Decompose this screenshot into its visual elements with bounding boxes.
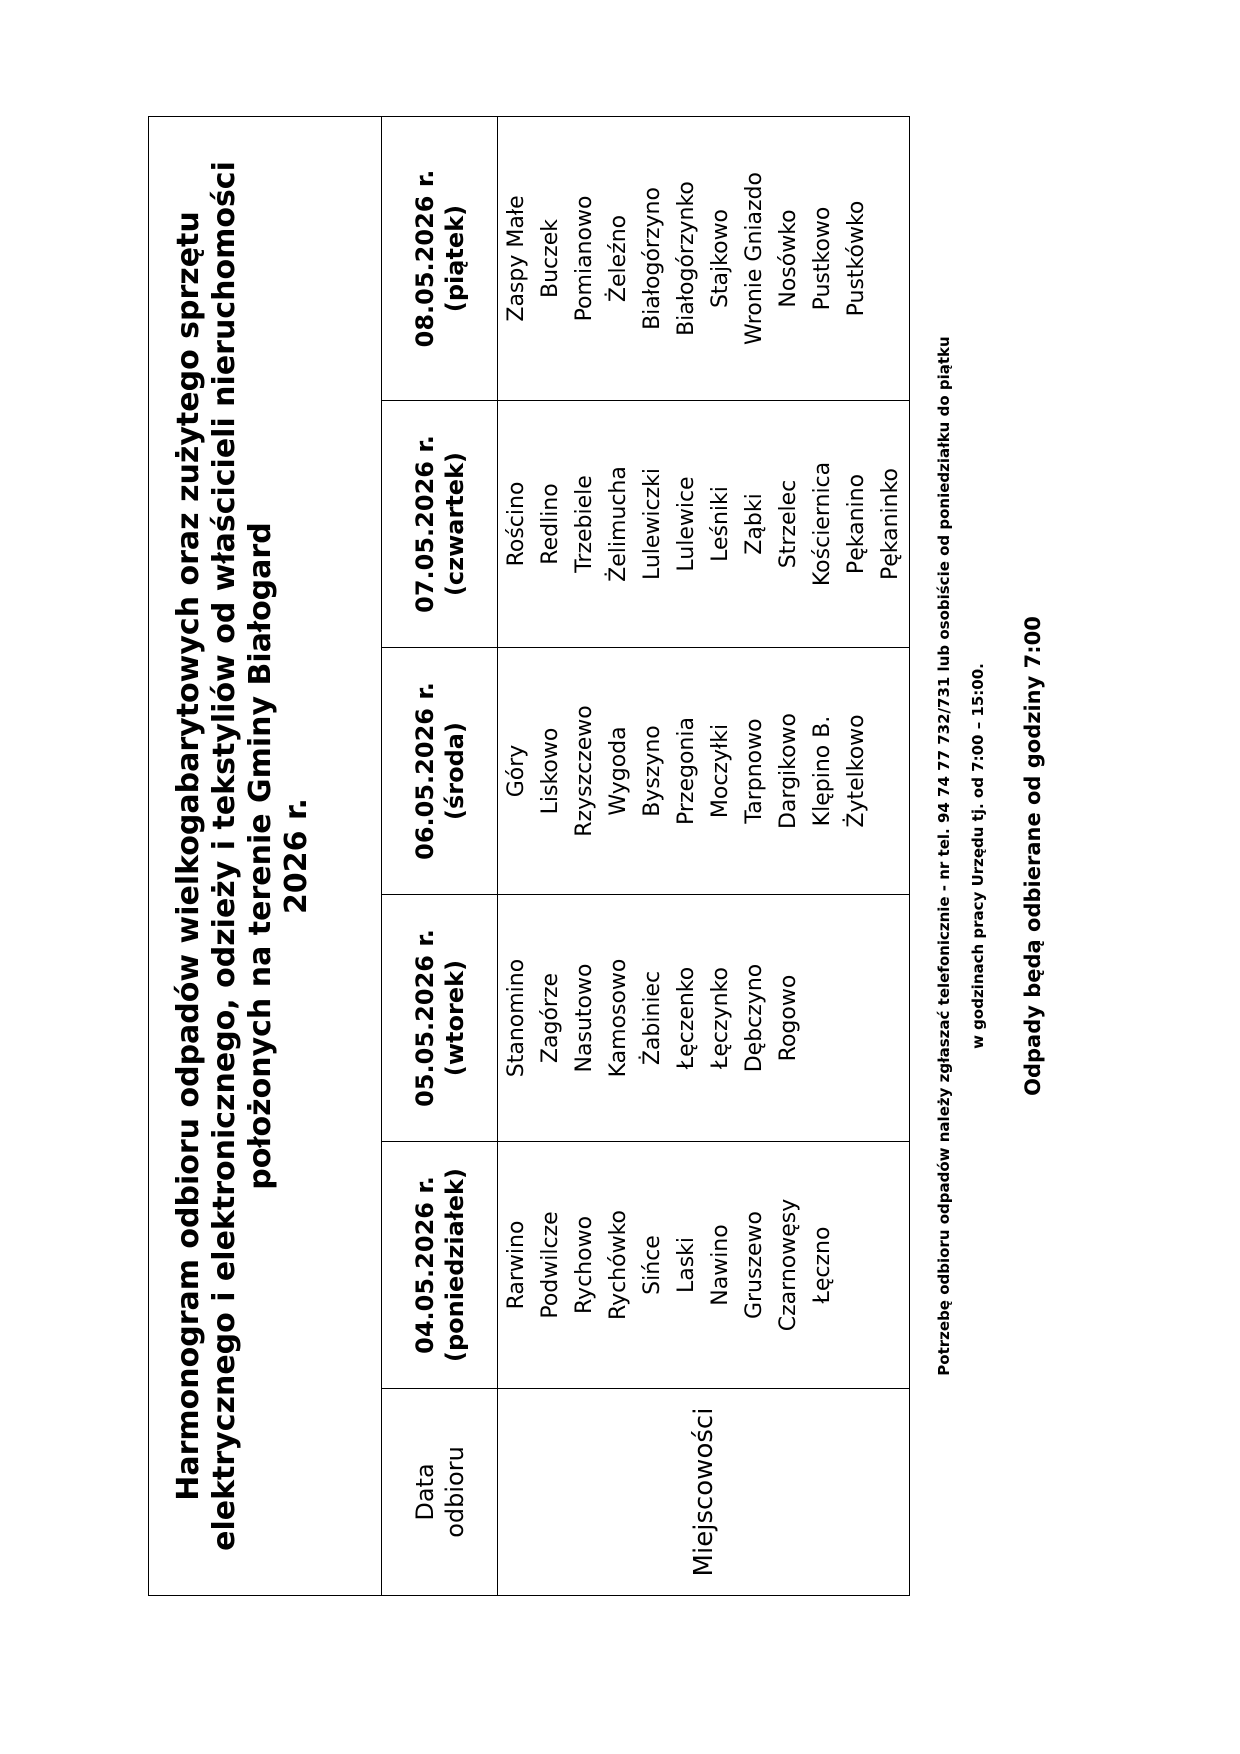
place-item: Wronie Gniazdo	[742, 172, 767, 345]
notes-area	[920, 116, 1090, 1596]
place-item: Lulewiczki	[640, 467, 665, 581]
date-text: 07.05.2026 r.	[410, 435, 439, 613]
schedule-sheet	[148, 116, 910, 1596]
weekday-text: (wtorek)	[440, 959, 469, 1077]
place-item: Ząbki	[742, 493, 767, 555]
date-text: 06.05.2026 r.	[410, 682, 439, 860]
place-item: Laski	[674, 1236, 699, 1294]
place-item: Rychowo	[572, 1215, 597, 1315]
place-item: Białogórzyno	[640, 187, 665, 330]
places-list	[498, 648, 874, 894]
date-text: 08.05.2026 r.	[410, 169, 439, 348]
date-column	[382, 1142, 910, 1389]
row-label: Miejscowości	[689, 1407, 719, 1577]
title-line: elektrycznego i elektronicznego, odzieży i tekstyliów od właścicieli nieruchomości	[207, 161, 242, 1551]
place-item: Nosówko	[776, 209, 801, 308]
date-column	[382, 648, 910, 895]
place-item: Czarnowęsy	[776, 1198, 801, 1332]
place-item: Klępino B.	[810, 715, 835, 827]
place-item: Nasutowo	[572, 963, 597, 1073]
place-item: Rychówko	[606, 1210, 631, 1321]
place-item: Pustkowo	[810, 206, 835, 311]
notes-hour: Odpady będą odbierane od godziny 7:00	[1021, 616, 1045, 1096]
title-line: Harmonogram odbioru odpadów wielkogabarytowych oraz zużytego sprzętu	[171, 211, 206, 1501]
weekday-text: (czwartek)	[440, 451, 469, 597]
rotated-page	[148, 116, 910, 1596]
date-text: 05.05.2026 r.	[410, 929, 439, 1107]
place-item: Rogowo	[776, 974, 801, 1062]
schedule-table	[381, 117, 910, 1595]
document-title	[171, 117, 315, 1595]
header-label	[382, 1389, 498, 1595]
place-item: Przegonia	[674, 717, 699, 825]
place-item: Żeleźno	[606, 214, 631, 303]
places-list	[498, 117, 874, 400]
place-item: Podwilcze	[538, 1211, 563, 1319]
place-item: Rarwino	[504, 1220, 529, 1310]
header-label-line: Data	[410, 1463, 439, 1521]
place-item: Pustkówko	[844, 200, 869, 317]
notes-phone	[934, 116, 988, 1596]
title-line: położonych na terenie Gminy Białogard	[243, 522, 278, 1190]
date-header	[382, 648, 498, 894]
place-item: Stajkowo	[708, 208, 733, 309]
place-item: Żelimucha	[606, 466, 631, 582]
place-item: Byszyno	[640, 725, 665, 817]
place-item: Liskowo	[538, 727, 563, 815]
date-header	[382, 401, 498, 647]
title-line: 2026 r.	[279, 798, 314, 914]
notes-rotated	[920, 116, 1090, 1596]
places-list	[498, 401, 908, 647]
place-item: Lulewice	[674, 476, 699, 572]
place-item: Pękaninko	[878, 467, 903, 581]
place-item: Nawino	[708, 1224, 733, 1306]
place-item: Żytelkowo	[844, 714, 869, 828]
place-item: Trzebiele	[572, 475, 597, 573]
place-item: Żabiniec	[640, 970, 665, 1066]
date-header	[382, 1142, 498, 1388]
place-item: Sińce	[640, 1235, 665, 1295]
place-item: Łęczenko	[674, 966, 699, 1070]
place-item: Moczyłki	[708, 723, 733, 819]
places-list	[498, 1142, 840, 1388]
place-item: Dębczyno	[742, 963, 767, 1073]
header-label-line: odbioru	[440, 1446, 469, 1538]
label-column	[382, 1389, 910, 1595]
place-item: Łęczynko	[708, 967, 733, 1069]
place-item: Redlino	[538, 483, 563, 565]
date-column	[382, 895, 910, 1142]
weekday-text: (piątek)	[440, 204, 469, 313]
weekday-text: (środa)	[440, 722, 469, 820]
place-item: Zaspy Małe	[504, 195, 529, 322]
date-text: 04.05.2026 r.	[410, 1176, 439, 1354]
place-item: Stanomino	[504, 958, 529, 1078]
place-item: Kościernica	[810, 461, 835, 587]
place-item: Pomianowo	[572, 195, 597, 322]
places-list	[498, 895, 806, 1141]
place-item: Dargikowo	[776, 712, 801, 830]
note-line: Potrzebę odbioru odpadów należy zgłaszać telefonicznie - nr tel. 94 74 77 732/731 lub osobiście od poniedziałku do piątku	[935, 336, 953, 1376]
place-item: Kamosowo	[606, 958, 631, 1078]
note-line: w godzinach pracy Urzędu tj. od 7:00 – 15:00.	[969, 663, 987, 1049]
date-column	[382, 117, 910, 401]
date-column	[382, 401, 910, 648]
place-item: Tarpnowo	[742, 718, 767, 824]
schedule-frame	[148, 116, 910, 1596]
place-item: Leśniki	[708, 486, 733, 562]
place-item: Gruszewo	[742, 1210, 767, 1320]
place-item: Pękanino	[844, 473, 869, 575]
place-item: Rościno	[504, 481, 529, 567]
place-item: Zagórze	[538, 972, 563, 1064]
date-header	[382, 117, 498, 400]
place-item: Rzyszczewo	[572, 705, 597, 837]
place-item: Buczek	[538, 219, 563, 298]
place-item: Łęczno	[810, 1226, 835, 1304]
place-item: Strzelec	[776, 479, 801, 569]
place-item: Wygoda	[606, 726, 631, 816]
weekday-text: (poniedziałek)	[440, 1168, 469, 1362]
date-header	[382, 895, 498, 1141]
place-item: Góry	[504, 744, 529, 798]
place-item: Białogórzynko	[674, 181, 699, 336]
